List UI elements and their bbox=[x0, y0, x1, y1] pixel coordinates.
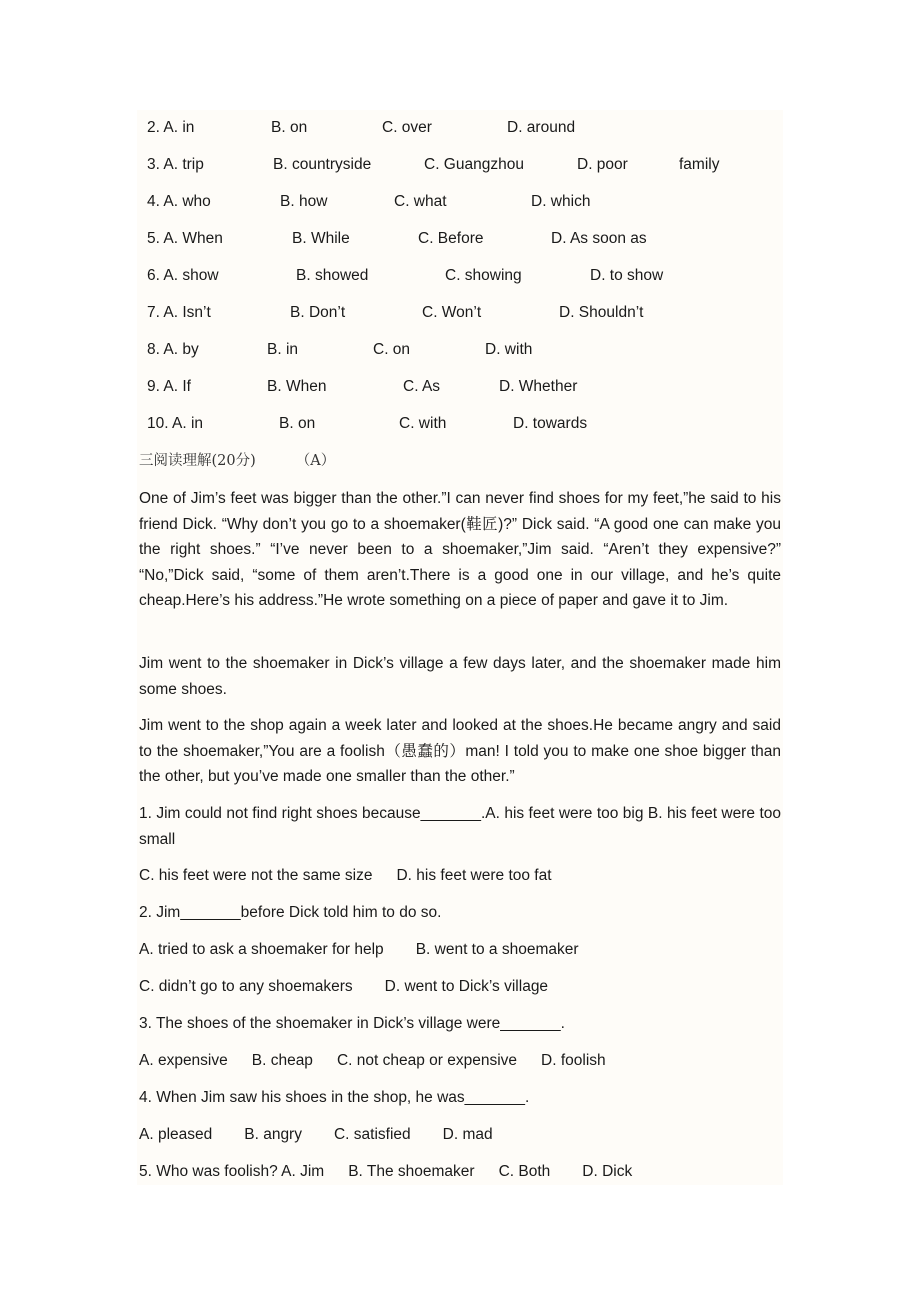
option-text: C. not cheap or expensive bbox=[336, 1052, 518, 1069]
cloze-option: D. with bbox=[485, 341, 533, 358]
cloze-option: C. over bbox=[382, 119, 432, 136]
section-mark: （A） bbox=[295, 453, 336, 469]
cloze-item-number: 5. A. When bbox=[147, 230, 223, 247]
question-2: 2. Jim_______before Dick told him to do so. bbox=[139, 904, 442, 921]
cloze-item-number: 4. A. who bbox=[147, 193, 211, 210]
option-text: B. cheap bbox=[251, 1052, 313, 1069]
option-text: D. mad bbox=[442, 1126, 493, 1143]
cloze-item-number: 7. A. Isn’t bbox=[147, 304, 211, 321]
option-text: C. Both bbox=[498, 1163, 551, 1180]
cloze-item-number: 9. A. If bbox=[147, 378, 191, 395]
cloze-option: C. with bbox=[399, 415, 447, 432]
passage-paragraph-1: One of Jim’s feet was bigger than the other.”I can never find shoes for my feet,”he said to his friend Dick. “Why don’t you go to a shoemaker(鞋匠)?” Dick said. “A good one can make you the right shoes.” “I’ve never been to a shoemaker,”Jim said. “Aren’t they expensive?” “No,”Dick said, “some of them aren’t.There is a good one in our village, and he’s quite cheap.Here’s his address.”He wrote something on a piece of paper and gave it to Jim. bbox=[139, 490, 781, 609]
passage-paragraph-3: Jim went to the shop again a week later and looked at the shoes.He became angry and said to the shoemaker,”You are a foolish（愚蠢的）man! I told you to make one shoe bigger than the other, but you’ve made one smaller than the other.” bbox=[139, 717, 781, 785]
option-text: D. his feet were too fat bbox=[396, 867, 552, 884]
cloze-option: B. how bbox=[280, 193, 328, 210]
cloze-option: C. As bbox=[403, 378, 441, 395]
cloze-option: C. on bbox=[373, 341, 411, 358]
option-text: C. satisfied bbox=[333, 1126, 411, 1143]
option-text: B. went to a shoemaker bbox=[415, 941, 579, 958]
cloze-option: D. Shouldn’t bbox=[559, 304, 644, 321]
question-1-options bbox=[139, 865, 552, 887]
cloze-option: B. Don’t bbox=[290, 304, 346, 321]
cloze-option: B. While bbox=[292, 230, 350, 247]
cloze-option: B. in bbox=[267, 341, 299, 358]
option-text: C. his feet were not the same size bbox=[139, 867, 373, 884]
cloze-option: B. When bbox=[267, 378, 327, 395]
cloze-option: D. poor bbox=[577, 156, 628, 173]
cloze-option: C. Won’t bbox=[422, 304, 482, 321]
cloze-option: C. showing bbox=[445, 267, 522, 284]
cloze-option: B. on bbox=[279, 415, 316, 432]
cloze-option: D. which bbox=[531, 193, 591, 210]
cloze-option: family bbox=[679, 156, 720, 173]
option-text: D. foolish bbox=[541, 1052, 606, 1069]
cloze-option: D. around bbox=[507, 119, 576, 136]
cloze-item-number: 8. A. by bbox=[147, 341, 199, 358]
cloze-item-number: 3. A. trip bbox=[147, 156, 204, 173]
cloze-item-number: 2. A. in bbox=[147, 119, 195, 136]
cloze-item-number: 10. A. in bbox=[147, 415, 204, 432]
section-title bbox=[139, 450, 335, 472]
option-text: B. angry bbox=[244, 1126, 302, 1143]
question-4: 4. When Jim saw his shoes in the shop, he was_______. bbox=[139, 1089, 530, 1106]
cloze-option: B. countryside bbox=[273, 156, 372, 173]
option-text: A. tried to ask a shoemaker for help bbox=[139, 941, 384, 958]
cloze-item-number: 6. A. show bbox=[147, 267, 219, 284]
cloze-option: D. Whether bbox=[499, 378, 578, 395]
cloze-option: C. Guangzhou bbox=[424, 156, 524, 173]
cloze-option: B. on bbox=[271, 119, 308, 136]
passage-paragraph-2: Jim went to the shoemaker in Dick’s village a few days later, and the shoemaker made him some shoes. bbox=[139, 655, 781, 698]
option-text: A. expensive bbox=[139, 1052, 228, 1069]
cloze-option: D. As soon as bbox=[551, 230, 647, 247]
question-5 bbox=[139, 1161, 632, 1183]
cloze-option: B. showed bbox=[296, 267, 369, 284]
question-2-options-row-2 bbox=[139, 976, 548, 998]
question-3: 3. The shoes of the shoemaker in Dick’s village were_______. bbox=[139, 1015, 565, 1032]
option-text: A. pleased bbox=[139, 1126, 213, 1143]
question-3-options bbox=[139, 1050, 606, 1072]
cloze-option: C. Before bbox=[418, 230, 484, 247]
question-2-options-row-1 bbox=[139, 939, 579, 961]
cloze-option: D. to show bbox=[590, 267, 664, 284]
option-text: B. The shoemaker bbox=[348, 1163, 475, 1180]
question-4-options bbox=[139, 1124, 493, 1146]
option-text: D. went to Dick’s village bbox=[384, 978, 549, 995]
cloze-option: C. what bbox=[394, 193, 447, 210]
option-text: C. didn’t go to any shoemakers bbox=[139, 978, 353, 995]
option-text: D. Dick bbox=[582, 1163, 633, 1180]
section-title-text: 三阅读理解(20分) bbox=[139, 453, 256, 469]
question-1: 1. Jim could not find right shoes because_______.A. his feet were too big B. his feet were too small bbox=[139, 805, 781, 848]
cloze-option: D. towards bbox=[513, 415, 588, 432]
question-5-stem: 5. Who was foolish? A. Jim bbox=[139, 1163, 325, 1180]
